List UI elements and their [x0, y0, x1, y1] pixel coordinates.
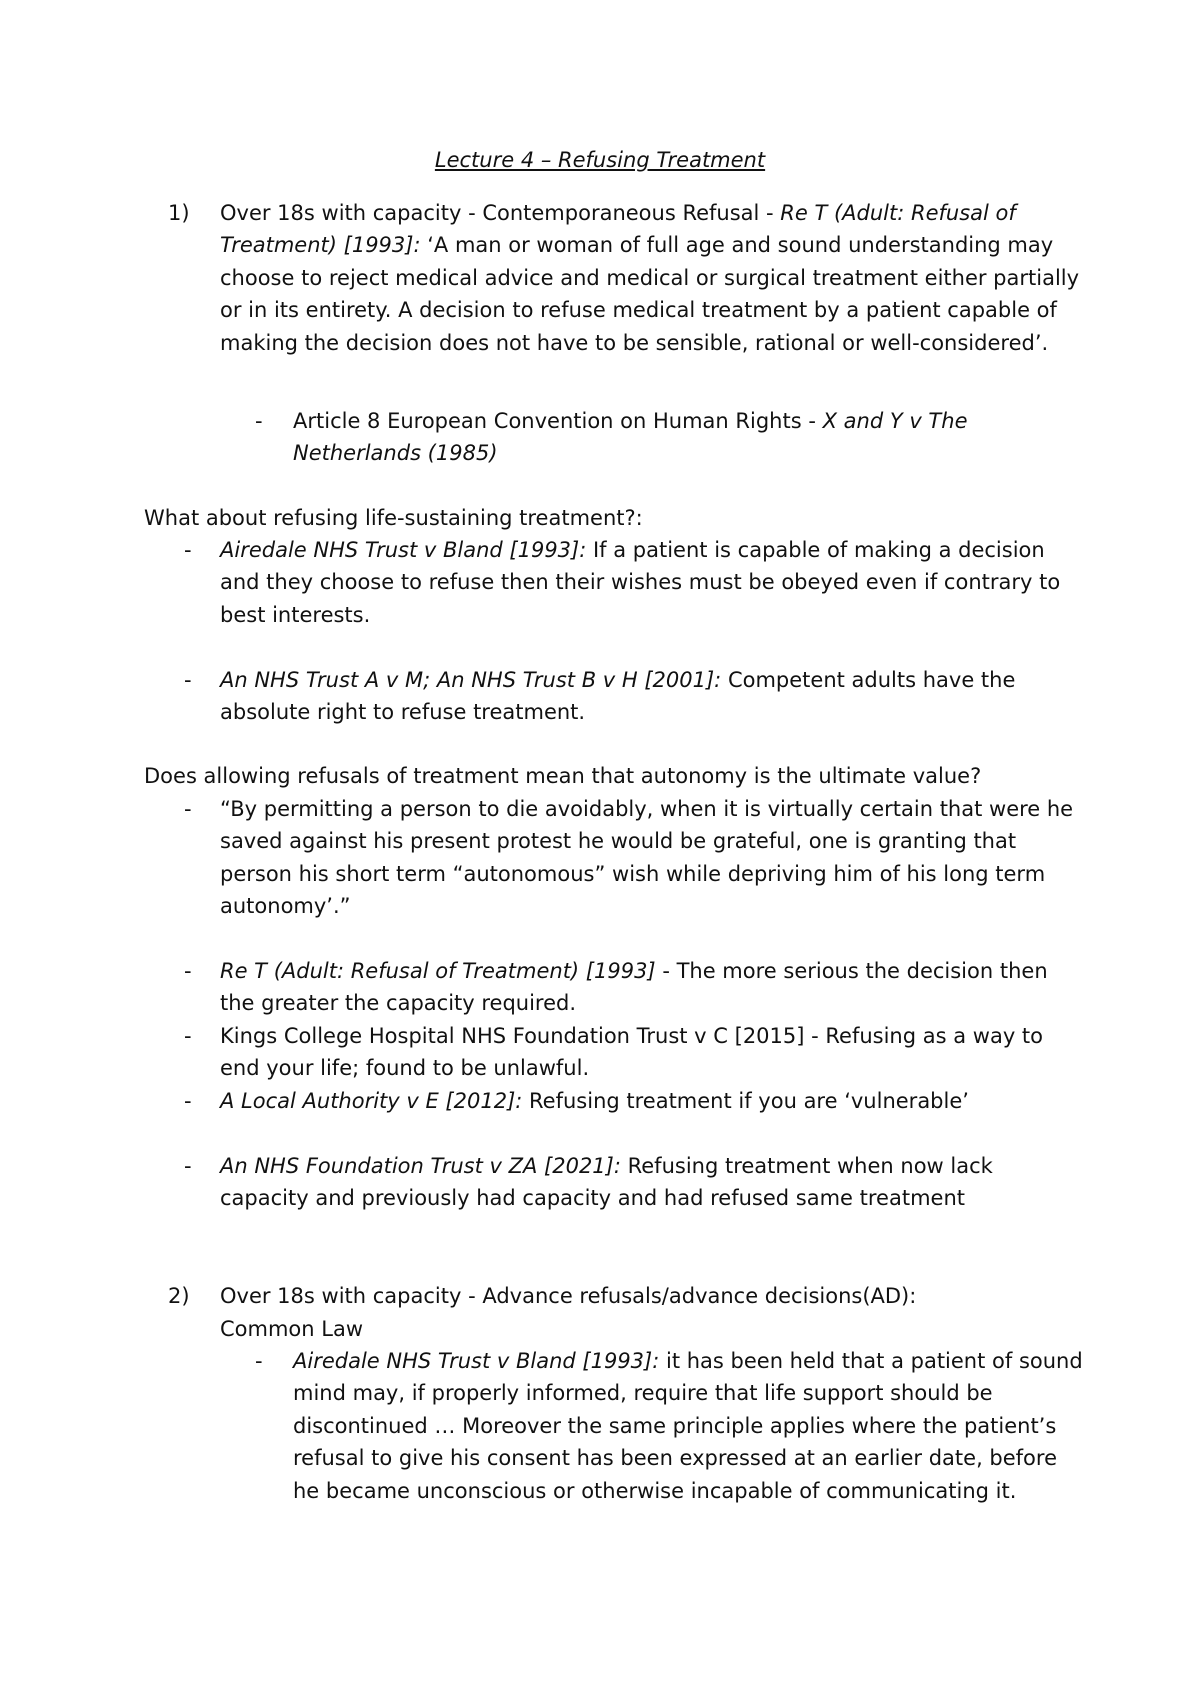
autonomy-item-1	[220, 955, 1080, 1020]
section-1-sub-marker: -	[255, 409, 263, 433]
section-1-paragraph	[220, 197, 1080, 359]
section-1-sub-item	[293, 405, 1053, 470]
life-item-2-case: An NHS Trust A v M; An NHS Trust B v H [2001]:	[220, 668, 722, 692]
section-2-number: 2)	[168, 1284, 190, 1308]
autonomy-item-1-case: Re T (Adult: Refusal of Treatment) [1993]	[220, 959, 656, 983]
autonomy-item-4	[220, 1150, 1080, 1215]
section-2-sub-item	[293, 1345, 1083, 1507]
section-1-number: 1)	[168, 201, 190, 225]
autonomy-item-3	[220, 1085, 1080, 1117]
life-item-1	[220, 534, 1080, 631]
autonomy-heading: Does allowing refusals of treatment mean that autonomy is the ultimate value?	[144, 764, 982, 788]
life-item-2	[220, 664, 1080, 729]
section-1-case: Re T (Adult: Refusal of Treatment) [1993]:	[220, 201, 1016, 258]
section-2-sub-text: it has been held that a patient of sound mind may, if properly informed, require that life support should be discontinued … Moreover the same principle applies where the patient’s refusal to give his consent has been expressed at an earlier date, before he became unconscious or otherwise incapable of communicating it.	[293, 1349, 1083, 1503]
section-1-sub-case: X and Y v The Netherlands (1985)	[293, 409, 968, 466]
autonomy-item-1-text: - The more serious the decision then the greater the capacity required.	[220, 959, 1048, 1016]
autonomy-item-2-marker: -	[184, 1024, 192, 1048]
section-2-sublead: Common Law	[220, 1317, 364, 1341]
autonomy-item-4-marker: -	[184, 1154, 192, 1178]
autonomy-item-3-text: Refusing treatment if you are ‘vulnerable’	[522, 1089, 969, 1113]
life-item-2-text: Competent adults have the absolute right to refuse treatment.	[220, 668, 1016, 725]
life-item-2-marker: -	[184, 668, 192, 692]
life-item-1-text: If a patient is capable of making a decision and they choose to refuse then their wishes must be obeyed even if contrary to best interests.	[220, 538, 1061, 627]
autonomy-quote-marker: -	[184, 797, 192, 821]
autonomy-quote: “By permitting a person to die avoidably, when it is virtually certain that were he saved against his present protest he would be grateful, one is granting that person his short term “autonomous” wish while depriving him of his long term autonomy’.”	[220, 797, 1074, 919]
autonomy-item-4-text: Refusing treatment when now lack capacity and previously had capacity and had refused same treatment	[220, 1154, 993, 1211]
life-item-1-case: Airedale NHS Trust v Bland [1993]:	[220, 538, 587, 562]
autonomy-item-2: Kings College Hospital NHS Foundation Trust v C [2015] - Refusing as a way to end your life; found to be unlawful.	[220, 1024, 1043, 1081]
section-2-lead: Over 18s with capacity - Advance refusals/advance decisions(AD):	[220, 1284, 917, 1308]
autonomy-item-3-marker: -	[184, 1089, 192, 1113]
section-2-sub-case: Airedale NHS Trust v Bland [1993]:	[293, 1349, 660, 1373]
section-1-sub-text: Article 8 European Convention on Human Rights -	[293, 409, 823, 433]
autonomy-item-1-marker: -	[184, 959, 192, 983]
page-title: Lecture 4 – Refusing Treatment	[434, 148, 766, 172]
autonomy-item-3-case: A Local Authority v E [2012]:	[220, 1089, 523, 1113]
life-sustaining-heading: What about refusing life-sustaining treatment?:	[144, 506, 643, 530]
section-1-lead: Over 18s with capacity - Contemporaneous Refusal -	[220, 201, 781, 225]
section-1-quote: ‘A man or woman of full age and sound understanding may choose to reject medical advice and medical or surgical treatment either partially or in its entirety. A decision to refuse medical treatment by a patient capable of making the decision does not have to be sensible, rational or well-considered’.	[220, 233, 1080, 355]
autonomy-item-4-case: An NHS Foundation Trust v ZA [2021]:	[220, 1154, 621, 1178]
section-2-sub-marker: -	[255, 1349, 263, 1373]
life-item-1-marker: -	[184, 538, 192, 562]
